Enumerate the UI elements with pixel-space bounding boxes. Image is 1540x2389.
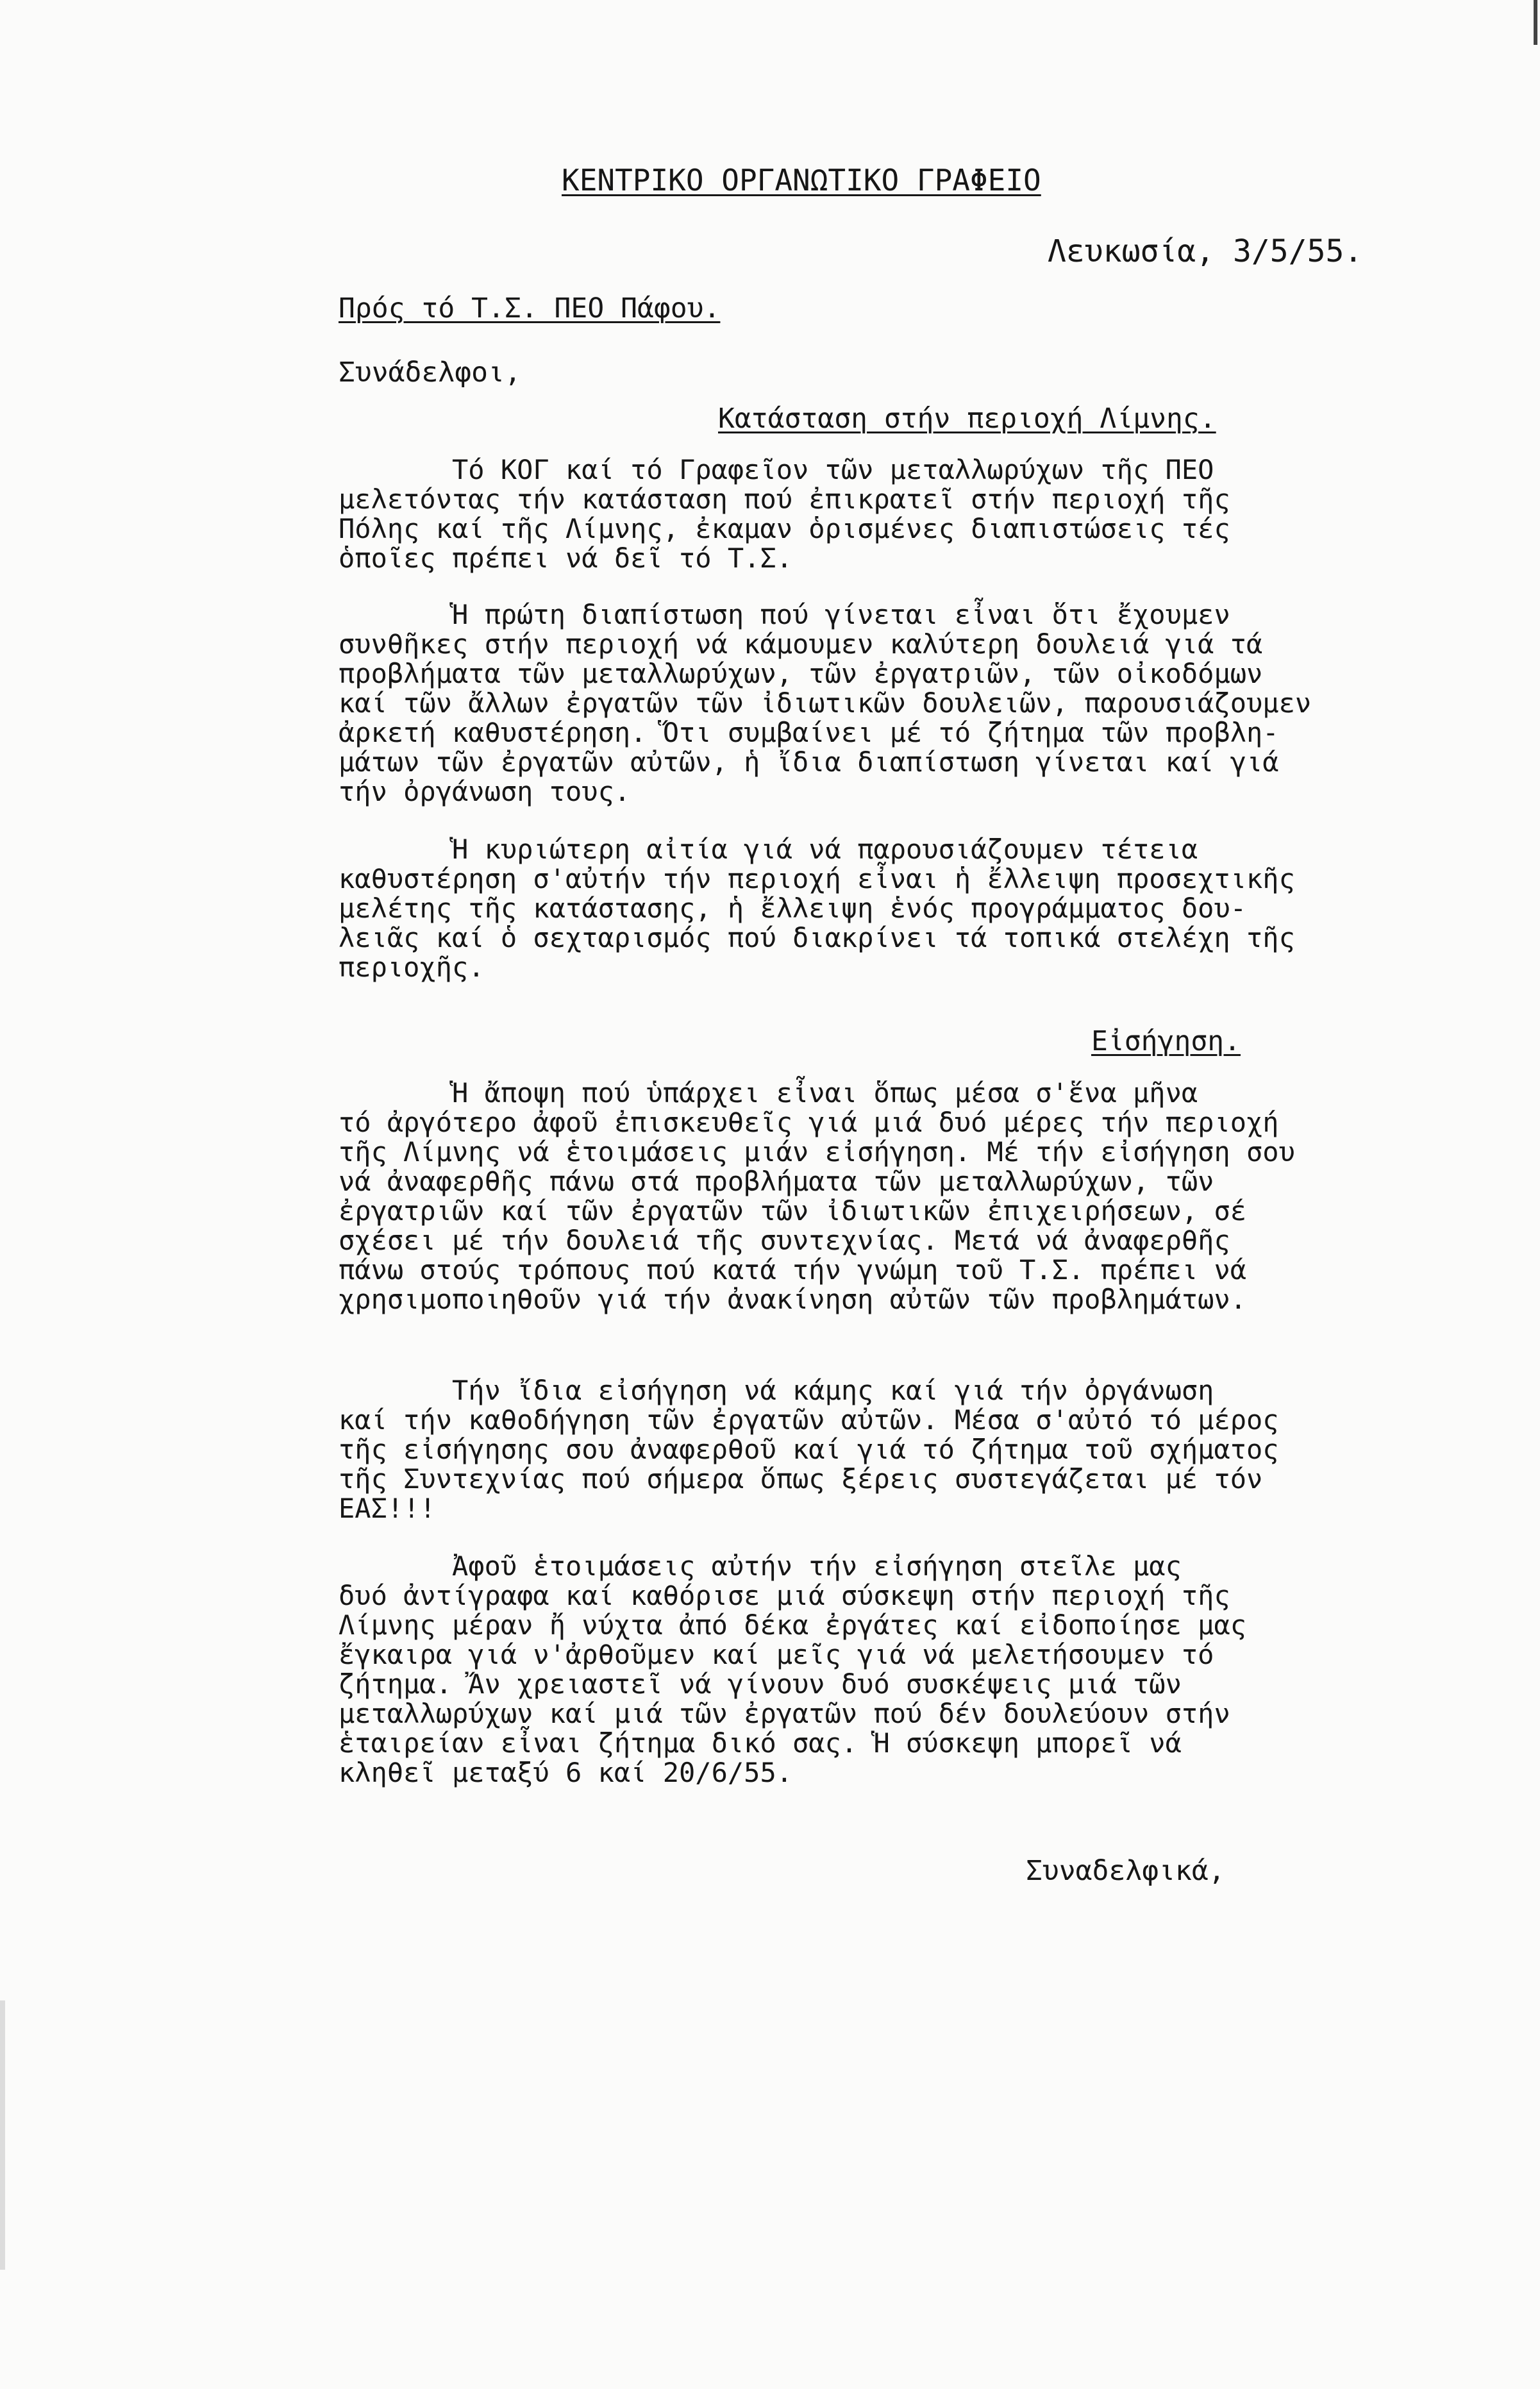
salutation: Συνάδελφοι, [339, 356, 521, 389]
text-line: ἀρκετή καθυστέρηση. Ὅτι συμβαίνει μέ τό ζήτημα τῶν προβλη- [339, 717, 1279, 748]
letterhead-title: ΚΕΝΤΡΙΚΟ ΟΡΓΑΝΩΤΙΚΟ ΓΡΑΦΕΙΟ [562, 163, 1041, 197]
paragraph-first-finding [339, 600, 1518, 807]
text-line: Ἡ ἄποψη πού ὑπάρχει εἶναι ὅπως μέσα σ'ἕνα μῆνα [339, 1077, 1198, 1109]
subject-heading: Κατάσταση στήν περιοχή Λίμνης. [718, 403, 1216, 435]
text-line: Πόλης καί τῆς Λίμνης, ἐκαμαν ὁρισμένες διαπιστώσεις τές [339, 513, 1230, 544]
text-line: ἔγκαιρα γιά ν'ἀρθοῦμεν καί μεῖς γιά νά μελετήσουμεν τό [339, 1639, 1214, 1670]
text-line: κληθεῖ μεταξύ 6 καί 20/6/55. [339, 1757, 793, 1788]
text-line: λειᾶς καί ὁ σεχταρισμός πού διακρίνει τά τοπικά στελέχη τῆς [339, 922, 1295, 953]
scan-edge-mark [1534, 0, 1537, 45]
text-line: προβλήματα τῶν μεταλλωρύχων, τῶν ἐργατριῶν, τῶν οἰκοδόμων [339, 658, 1263, 689]
text-line: ἑταιρείαν εἶναι ζήτημα δικό σας. Ἡ σύσκεψη μπορεῖ νά [339, 1727, 1182, 1759]
paragraph-meeting [339, 1552, 1518, 1788]
text-line: ἐργατριῶν καί τῶν ἐργατῶν τῶν ἰδιωτικῶν ἐπιχειρήσεων, σέ [339, 1195, 1247, 1227]
text-line: ζήτημα. Ἄν χρειαστεῖ νά γίνουν δυό συσκέψεις μιά τῶν [339, 1668, 1182, 1700]
paragraph-proposal [339, 1078, 1518, 1314]
text-line: Τήν ἴδια εἰσήγηση νά κάμης καί γιά τήν ὀργάνωση [339, 1375, 1214, 1406]
text-line: συνθῆκες στήν περιοχή νά κάμουμεν καλύτερη δουλειά γιά τά [339, 628, 1263, 660]
paragraph-situation [339, 455, 1518, 573]
text-line: Ἀφοῦ ἑτοιμάσεις αὐτήν τήν εἰσήγηση στεῖλε μας [339, 1550, 1182, 1582]
text-line: Λίμνης μέραν ἤ νύχτα ἀπό δέκα ἐργάτες καί εἰδοποίησε μας [339, 1609, 1247, 1641]
closing-phrase: Συναδελφικά, [1026, 1855, 1225, 1887]
text-line: Ἡ κυριώτερη αἰτία γιά νά παρουσιάζουμεν τέτεια [339, 834, 1198, 865]
text-line: Ἡ πρώτη διαπίστωση πού γίνεται εἶναι ὅτι ἔχουμεν [339, 599, 1230, 630]
text-line: μάτων τῶν ἐργατῶν αὐτῶν, ἡ ἴδια διαπίστωση γίνεται καί γιά [339, 746, 1279, 778]
text-line: τό ἀργότερο ἀφοῦ ἐπισκευθεῖς γιά μιά δυό μέρες τήν περιοχή [339, 1107, 1279, 1138]
text-line: Τό ΚΟΓ καί τό Γραφεῖον τῶν μεταλλωρύχων τῆς ΠΕΟ [339, 454, 1214, 485]
text-line: τῆς Συντεχνίας πού σήμερα ὅπως ξέρεις συστεγάζεται μέ τόν [339, 1463, 1263, 1495]
text-line: μελετόντας τήν κατάσταση πού ἐπικρατεῖ στήν περιοχή τῆς [339, 483, 1230, 515]
paragraph-organisation [339, 1376, 1518, 1523]
recipient-line: Πρός τό Τ.Σ. ΠΕΟ Πάφου. [339, 292, 721, 324]
text-line: καί τῶν ἄλλων ἐργατῶν τῶν ἰδιωτικῶν δουλειῶν, παρουσιάζουμεν [339, 687, 1312, 719]
proposal-heading: Εἰσήγηση. [1091, 1025, 1241, 1057]
text-line: σχέσει μέ τήν δουλειά τῆς συντεχνίας. Μετά νά ἀναφερθῆς [339, 1225, 1230, 1256]
text-line: νά ἀναφερθῆς πάνω στά προβλήματα τῶν μεταλλωρύχων, τῶν [339, 1166, 1214, 1197]
text-line: μεταλλωρύχων καί μιά τῶν ἐργατῶν πού δέν δουλεύουν στήν [339, 1698, 1230, 1729]
text-line: μελέτης τῆς κατάστασης, ἡ ἔλλειψη ἑνός προγράμματος δου- [339, 893, 1247, 924]
text-line: ΕΑΣ!!! [339, 1493, 436, 1524]
text-line: δυό ἀντίγραφα καί καθόρισε μιά σύσκεψη στήν περιοχή τῆς [339, 1580, 1230, 1611]
text-line: χρησιμοποιηθοῦν γιά τήν ἀνακίνηση αὐτῶν τῶν προβλημάτων. [339, 1284, 1247, 1315]
text-line: τῆς εἰσήγησης σου ἀναφερθοῦ καί γιά τό ζήτημα τοῦ σχήματος [339, 1434, 1279, 1465]
paragraph-main-cause [339, 835, 1518, 982]
text-line: περιοχῆς. [339, 951, 485, 983]
text-line: πάνω στούς τρόπους πού κατά τήν γνώμη τοῦ Τ.Σ. πρέπει νά [339, 1254, 1247, 1286]
date-line: Λευκωσία, 3/5/55. [1048, 233, 1363, 269]
text-line: τήν ὀργάνωση τους. [339, 776, 631, 807]
text-line: καί τήν καθοδήγηση τῶν ἐργατῶν αὐτῶν. Μέσα σ'αὐτό τό μέρος [339, 1404, 1279, 1436]
text-line: τῆς Λίμνης νά ἑτοιμάσεις μιάν εἰσήγηση. Μέ τήν εἰσήγηση σου [339, 1136, 1295, 1168]
scan-edge-shadow [0, 2000, 5, 2270]
text-line: καθυστέρηση σ'αὐτήν τήν περιοχή εἶναι ἡ ἔλλειψη προσεχτικῆς [339, 863, 1295, 894]
text-line: ὁποῖες πρέπει νά δεῖ τό Τ.Σ. [339, 542, 793, 574]
